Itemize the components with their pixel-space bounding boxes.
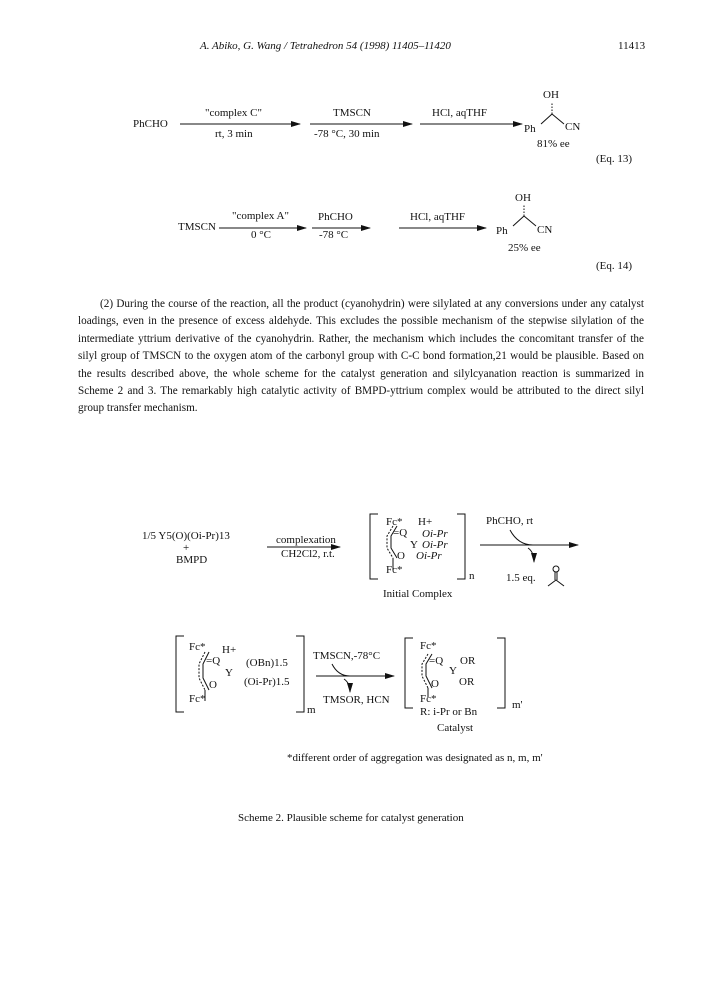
b2-fc-bottom: Fc*	[189, 693, 206, 705]
ic-oipr-1: Oi-Pr	[422, 528, 448, 540]
ic-subscript: n	[469, 570, 475, 582]
catalyst-bracket-left	[405, 638, 413, 708]
cat-or-1: OR	[460, 655, 476, 667]
eq14-label: (Eq. 14)	[596, 260, 633, 272]
initial-complex-bracket-right	[457, 514, 465, 579]
eq14-product-oh: OH	[515, 192, 531, 204]
eq14-bond-ph	[513, 216, 524, 226]
eq14-ee: 25% ee	[508, 242, 541, 254]
eq14-step2-below: -78 °C	[319, 229, 349, 241]
eq14-product-ph: Ph	[496, 225, 508, 237]
b2-subscript: m	[307, 704, 316, 716]
cat-o: O	[431, 678, 439, 690]
b2-obn: (OBn)1.5	[246, 657, 288, 669]
ic-oipr-3: Oi-Pr	[416, 550, 442, 562]
page-number: 11413	[618, 40, 646, 52]
scheme-reagent-plus: +	[183, 542, 190, 554]
scheme-arrow-3-branch	[332, 664, 350, 676]
ic-label: Initial Complex	[383, 588, 453, 600]
scheme-arrow3-above: TMSCN,-78°C	[313, 650, 381, 662]
ic-o: O	[397, 550, 405, 562]
ic-fc-top: Fc*	[386, 516, 403, 528]
complex-m-bracket-right	[296, 636, 304, 712]
eq13-product-cn: CN	[565, 121, 581, 133]
eq13-step2-below: -78 °C, 30 min	[314, 128, 380, 140]
complex-m-bracket-left	[176, 636, 184, 712]
scheme-arrow3-below: TMSOR, HCN	[323, 694, 390, 706]
scheme-arrow-2-branch	[510, 530, 533, 545]
b2-y: Y	[225, 667, 233, 679]
ic-h: H+	[418, 516, 433, 528]
eq14-step2-above: PhCHO	[318, 211, 353, 223]
eq14-step3-above: HCl, aqTHF	[410, 211, 465, 223]
eq13-product-ph: Ph	[524, 123, 536, 135]
ic-oipr-2: Oi-Pr	[422, 539, 448, 551]
cat-label: Catalyst	[437, 722, 474, 734]
ic-y: Y	[410, 539, 418, 551]
eq13-step1-below: rt, 3 min	[215, 128, 253, 140]
b2-o: O	[209, 679, 217, 691]
cat-subscript: m'	[512, 699, 523, 711]
eq13-start: PhCHO	[133, 118, 168, 130]
scheme-arrow-3-branch-lower	[344, 679, 350, 692]
scheme-arrow1-below: CH2Cl2, r.t.	[281, 548, 335, 560]
scheme-arrow2-eq: 1.5 eq.	[506, 572, 536, 584]
eq13-label: (Eq. 13)	[596, 153, 633, 165]
eq13-step2-above: TMSCN	[333, 107, 371, 119]
eq14-start: TMSCN	[178, 221, 216, 233]
scheme-caption: Scheme 2. Plausible scheme for catalyst generation	[238, 812, 464, 824]
eq14-product-cn: CN	[537, 224, 553, 236]
cat-fc-bottom: Fc*	[420, 693, 437, 705]
scheme-arrow2-above: PhCHO, rt	[486, 515, 534, 527]
eq13-step1-above: "complex C"	[205, 107, 262, 119]
cat-or-2: OR	[459, 676, 475, 688]
scheme-reagent-2: BMPD	[176, 554, 208, 566]
scheme-arrow-2-branch-lower	[528, 548, 534, 562]
cat-r: R: i-Pr or Bn	[420, 706, 478, 718]
eq14-step1-above: "complex A"	[232, 210, 289, 222]
eq14-step1-below: 0 °C	[251, 229, 271, 241]
eq13-ee: 81% ee	[537, 138, 570, 150]
eq13-product-oh: OH	[543, 89, 559, 101]
b2-h: H+	[222, 644, 237, 656]
running-header: A. Abiko, G. Wang / Tetrahedron 54 (1998) 11405–11420	[200, 40, 451, 52]
initial-complex-bracket-left	[370, 514, 378, 579]
b2-fc-top: Fc*	[189, 641, 206, 653]
eq13-step3-above: HCl, aqTHF	[432, 107, 487, 119]
scheme-arrow1-above: complexation	[276, 534, 336, 546]
scheme-reagent-1: 1/5 Y5(O)(Oi-Pr)13	[142, 530, 230, 542]
ic-q: =Q	[393, 527, 408, 539]
scheme-footnote: *different order of aggregation was designated as n, m, m'	[287, 752, 543, 764]
cat-fc-top: Fc*	[420, 640, 437, 652]
ic-fc-bottom: Fc*	[386, 564, 403, 576]
body-paragraph: (2) During the course of the reaction, all the product (cyanohydrin) were silylated at any conversions under any catalyst loadings, even in the presence of excess aldehyde. This excludes the possible mechanism of the stepwise silylation of the intermediate yttrium derivative of the cyanohydrin. Rather, the mechanism which includes the concomitant transfer of the silyl group of TMSCN to the oxygen atom of the carbonyl group with C-C bond formation,21 would be plausible. Based on the results described above, the whole scheme for the catalyst generation and silylcyanation reaction is summarized in Scheme 2 and 3. The remarkably high catalytic activity of BMPD-yttrium complex would be attributed to the direct silyl group transfer mechanism.	[78, 298, 644, 415]
cat-y: Y	[449, 665, 457, 677]
b2-q: =Q	[206, 655, 221, 667]
eq14-bond-cn	[524, 216, 536, 226]
eq13-bond-cn	[552, 114, 564, 124]
eq13-bond-ph	[541, 114, 552, 124]
b2-oipr: (Oi-Pr)1.5	[244, 676, 290, 688]
cat-q: =Q	[429, 655, 444, 667]
catalyst-bracket-right	[497, 638, 505, 708]
